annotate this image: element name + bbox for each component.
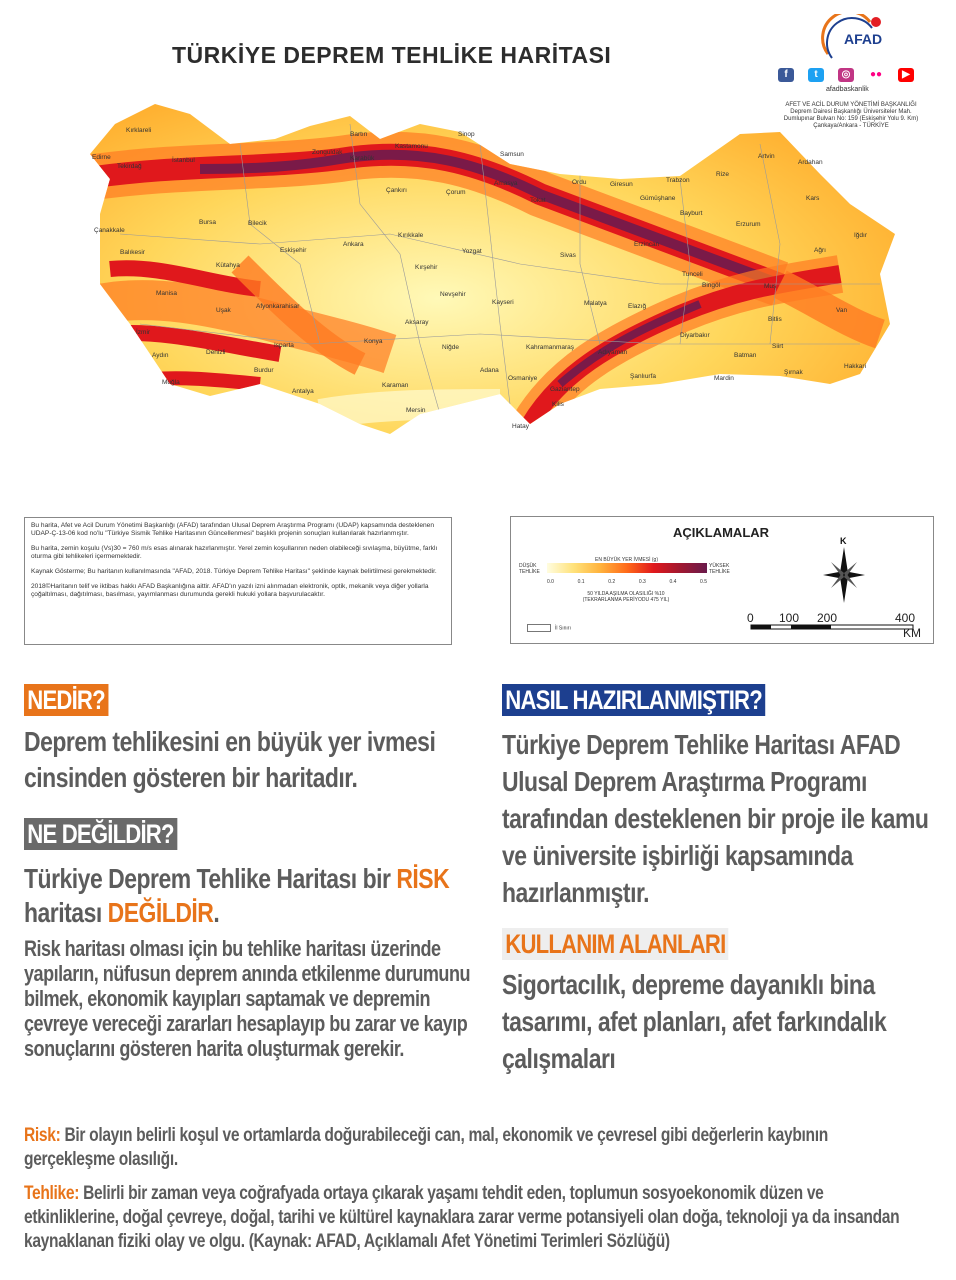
- city-label: Aksaray: [405, 319, 429, 326]
- city-label: Ordu: [572, 179, 587, 186]
- city-label: Konya: [364, 338, 383, 345]
- legend-probability-note: 50 YILDA AŞILMA OLASILIĞI %10 (TEKRARLANMA PERİYODU 475 YIL): [582, 591, 670, 603]
- hazard-color-ramp: [547, 563, 707, 573]
- city-label: Erzurum: [736, 221, 761, 228]
- city-label: Bilecik: [248, 220, 267, 227]
- city-label: Bingöl: [702, 282, 721, 289]
- city-label: Zonguldak: [312, 149, 343, 156]
- heading-nedir: NEDİR?: [24, 684, 108, 716]
- city-label: Yozgat: [462, 248, 482, 255]
- north-label: K: [840, 536, 847, 546]
- hazard-map: [60, 84, 900, 474]
- risk-definition-text: Bir olayın belirli koşul ve ortamlarda doğurabileceği can, mal, ekonomik ve çevresel gibi değerlerin kaybının gerçekleşme olasılığı.: [24, 1125, 828, 1170]
- ne-degildir-text: [24, 862, 483, 930]
- city-label: Kilis: [552, 401, 564, 408]
- city-label: Malatya: [584, 300, 607, 307]
- border-swatch: [527, 624, 551, 632]
- scale-label: 200: [817, 611, 838, 625]
- city-label: Hakkari: [844, 363, 867, 370]
- city-label: Bursa: [199, 219, 216, 226]
- city-label: Kırıkkale: [398, 232, 424, 239]
- risk-definition: [24, 1124, 910, 1172]
- north-arrow-icon: [819, 535, 869, 605]
- disclaimer-p2: Bu harita, zemin koşulu (Vs)30 = 760 m/s esas alınarak hazırlanmıştır. Yerel zemin koşullarının neden olabileceği sıvılaşma, büyütme, farklı oturma gibi tehlikeleri içermemektedir.: [31, 545, 438, 560]
- city-label: Isparta: [274, 342, 294, 349]
- logo-text: AFAD: [844, 31, 883, 47]
- heading-nasil-hazirlanmistir: NASIL HAZIRLANMIŞTIR?: [502, 684, 765, 716]
- city-label: Elazığ: [628, 303, 647, 310]
- ne-degildir-line-a: Türkiye Deprem Tehlike Haritası bir: [24, 863, 397, 894]
- tehlike-term: Tehlike:: [24, 1183, 80, 1204]
- legend-high-label: YÜKSEK TEHLİKE: [709, 563, 730, 575]
- city-label: Van: [836, 307, 848, 314]
- city-label: Gaziantep: [550, 386, 580, 393]
- scale-label: 400: [895, 611, 916, 625]
- city-label: Edirne: [92, 154, 111, 161]
- city-label: Afyonkarahisar: [256, 303, 300, 310]
- social-handle: afadbaskanlik: [826, 86, 869, 93]
- scale-bar: [743, 611, 929, 639]
- tehlike-definition: [24, 1182, 910, 1254]
- legend-tick: 0.3: [638, 579, 646, 585]
- heading-ne-degildir: NE DEĞİLDİR?: [24, 818, 177, 850]
- legend-ramp-title: EN BÜYÜK YER İVMESİ (g): [595, 557, 658, 563]
- city-label: Sivas: [560, 252, 576, 259]
- city-label: Denizli: [206, 349, 226, 356]
- city-label: Trabzon: [666, 177, 690, 184]
- disclaimer-p3: Kaynak Gösterme; Bu haritanın kullanılmasında "AFAD, 2018. Türkiye Deprem Tehlike Haritası" şeklinde kaynak belirtilmesi gerekmektedir.: [31, 568, 437, 575]
- flickr-icon[interactable]: ●●: [869, 69, 883, 80]
- city-label: Antalya: [292, 388, 314, 395]
- legend-border-item: [527, 624, 571, 632]
- city-label: Iğdır: [854, 232, 868, 239]
- city-label: Tokat: [530, 197, 546, 204]
- city-label: Aydın: [152, 352, 169, 359]
- city-label: Şırnak: [784, 369, 803, 376]
- tehlike-definition-text: Belirli bir zaman veya coğrafyada ortaya çıkarak yaşamı tehdit eden, toplumun sosyoekonomik düzen ve etkinliklerine, doğal çevreye, doğal, tarihi ve kültürel kaynaklara zarar verme potansiyeli olan doğa, teknoloji ya da insandan kaynaklanan fiziki olay ve olgu. (Kaynak: AFAD, Açıklamalı Afet Yönetimi Terimleri Sözlüğü): [24, 1183, 900, 1252]
- city-label: Uşak: [216, 307, 231, 314]
- city-label: İzmir: [136, 329, 151, 336]
- legend-tick: 0.2: [608, 579, 616, 585]
- city-label: Erzincan: [634, 241, 660, 248]
- city-label: Adıyaman: [598, 349, 628, 356]
- heading-kullanim-alanlari: KULLANIM ALANLARI: [502, 928, 729, 960]
- city-label: Rize: [716, 171, 730, 178]
- city-label: Diyarbakır: [680, 332, 710, 339]
- kullanim-text: Sigortacılık, depreme dayanıklı bina tasarımı, afet planları, afet farkındalık çalışmaları: [502, 969, 887, 1074]
- disclaimer-p4: 2018©Haritanın telif ve iktibas hakkı AFAD Başkanlığına aittir. AFAD'ın yazılı izni alınmadan elektronik, optik, mekanik veya diğer yollarla çoğaltılması, dağıtılması, basılması, yayımlanması durumunda gerekli hukuki yollara başvurulacaktır.: [31, 583, 429, 598]
- instagram-icon[interactable]: ◎: [838, 68, 854, 82]
- city-label: Gümüşhane: [640, 195, 676, 202]
- city-label: Tekirdağ: [117, 163, 142, 170]
- page-title: TÜRKİYE DEPREM TEHLİKE HARİTASI: [172, 42, 612, 68]
- city-label: Şanlıurfa: [630, 373, 657, 380]
- city-label: Kahramanmaraş: [526, 344, 575, 351]
- institution-address: AFET VE ACİL DURUM YÖNETİMİ BAŞKANLIĞI Deprem Dairesi Başkanlığı Üniversiteler Mah. Dumlupınar Bulvarı No: 159 (Eskişehir Yolu 9. Km) Çankaya/Ankara - TÜRKİYE: [783, 102, 919, 129]
- city-label: Bayburt: [680, 210, 703, 217]
- city-label: Çankırı: [386, 187, 407, 194]
- city-label: Sinop: [458, 131, 475, 138]
- scale-unit: KM: [903, 626, 921, 639]
- city-label: Nevşehir: [440, 291, 466, 298]
- city-label: Manisa: [156, 290, 177, 297]
- city-label: Kütahya: [216, 262, 240, 269]
- scale-label: 0: [747, 611, 754, 625]
- disclaimer-p1: Bu harita, Afet ve Acil Durum Yönetimi Başkanlığı (AFAD) tarafından Ulusal Deprem Araştırma Programı (UDAP) kapsamında desteklenen UDAP-Ç-13-06 kod no'lu "Türkiye Sismik Tehlike Haritasının Güncellenmesi" başlıklı projenin sonuçları kullanılarak hazırlanmıştır.: [31, 522, 435, 537]
- scale-label: 100: [779, 611, 800, 625]
- city-label: Bartın: [350, 131, 368, 138]
- city-label: Balıkesir: [120, 249, 145, 256]
- ne-degildir-dot: .: [213, 897, 220, 928]
- nedir-text: Deprem tehlikesini en büyük yer ivmesi cinsinden gösteren bir haritadır.: [24, 726, 436, 793]
- nasil-text: Türkiye Deprem Tehlike Haritası AFAD Ulusal Deprem Araştırma Programı tarafından desteklenen bir proje ile kamu ve üniversite işbirliği kapsamında hazırlanmıştır.: [502, 729, 929, 908]
- city-label: Kırklareli: [126, 127, 152, 134]
- legend-ticks: [547, 579, 707, 585]
- city-label: Çanakkale: [94, 227, 125, 234]
- city-label: Karabük: [350, 155, 375, 162]
- city-label: Ankara: [343, 241, 364, 248]
- city-label: Hatay: [512, 423, 529, 430]
- ne-degildir-line-b: haritası: [24, 897, 108, 928]
- afad-logo: [818, 14, 890, 68]
- legend-title: AÇIKLAMALAR: [673, 525, 770, 540]
- social-icons: [778, 68, 914, 82]
- twitter-icon[interactable]: t: [808, 68, 824, 82]
- disclaimer-box: [24, 517, 452, 645]
- city-label: Kars: [806, 195, 820, 202]
- legend-tick: 0.1: [577, 579, 585, 585]
- city-label: Bitlis: [768, 316, 782, 323]
- city-label: Burdur: [254, 367, 274, 374]
- legend-box: [510, 516, 934, 644]
- city-label: Siirt: [772, 343, 784, 350]
- city-label: Amasya: [494, 180, 518, 187]
- risk-map-explanation: Risk haritası olması için bu tehlike haritası üzerinde yapıların, nüfusun deprem anında etkilenme durumunu bilmek, ekonomik kayıpları saptamak ve depremin çevreye vereceği zararları hesaplayıp bu zarar ve kayıp sonuçlarını gösteren harita oluşturmak gerekir.: [24, 936, 471, 1061]
- city-label: Mardin: [714, 375, 734, 382]
- facebook-icon[interactable]: f: [778, 68, 794, 82]
- city-label: Muş: [764, 283, 777, 290]
- border-label: İl Sınırı: [555, 625, 571, 632]
- legend-tick: 0.5: [700, 579, 707, 585]
- city-label: Mersin: [406, 407, 426, 414]
- city-label: Ardahan: [798, 159, 823, 166]
- city-label: Eskişehir: [280, 247, 307, 254]
- city-label: Batman: [734, 352, 757, 359]
- youtube-icon[interactable]: ▶: [898, 68, 914, 82]
- legend-low-label: DÜŞÜK TEHLİKE: [519, 563, 540, 575]
- city-label: Çorum: [446, 189, 466, 196]
- city-label: Karaman: [382, 382, 409, 389]
- risk-term: Risk:: [24, 1125, 61, 1146]
- city-label: Artvin: [758, 153, 775, 160]
- city-label: Ağrı: [814, 247, 826, 254]
- city-label: Kastamonu: [395, 143, 428, 150]
- city-label: Samsun: [500, 151, 524, 158]
- degildir-word: DEĞİLDİR: [107, 897, 214, 928]
- legend-tick: 0.4: [669, 579, 677, 585]
- city-label: Niğde: [442, 344, 459, 351]
- city-label: İstanbul: [172, 157, 195, 164]
- city-label: Osmaniye: [508, 375, 538, 382]
- city-label: Kayseri: [492, 299, 514, 306]
- city-label: Kırşehir: [415, 264, 438, 271]
- risk-word: RİSK: [396, 863, 450, 894]
- city-label: Tunceli: [682, 271, 703, 278]
- legend-tick: 0.0: [547, 579, 554, 585]
- city-label: Adana: [480, 367, 499, 374]
- city-label: Giresun: [610, 181, 633, 188]
- city-label: Muğla: [162, 379, 180, 386]
